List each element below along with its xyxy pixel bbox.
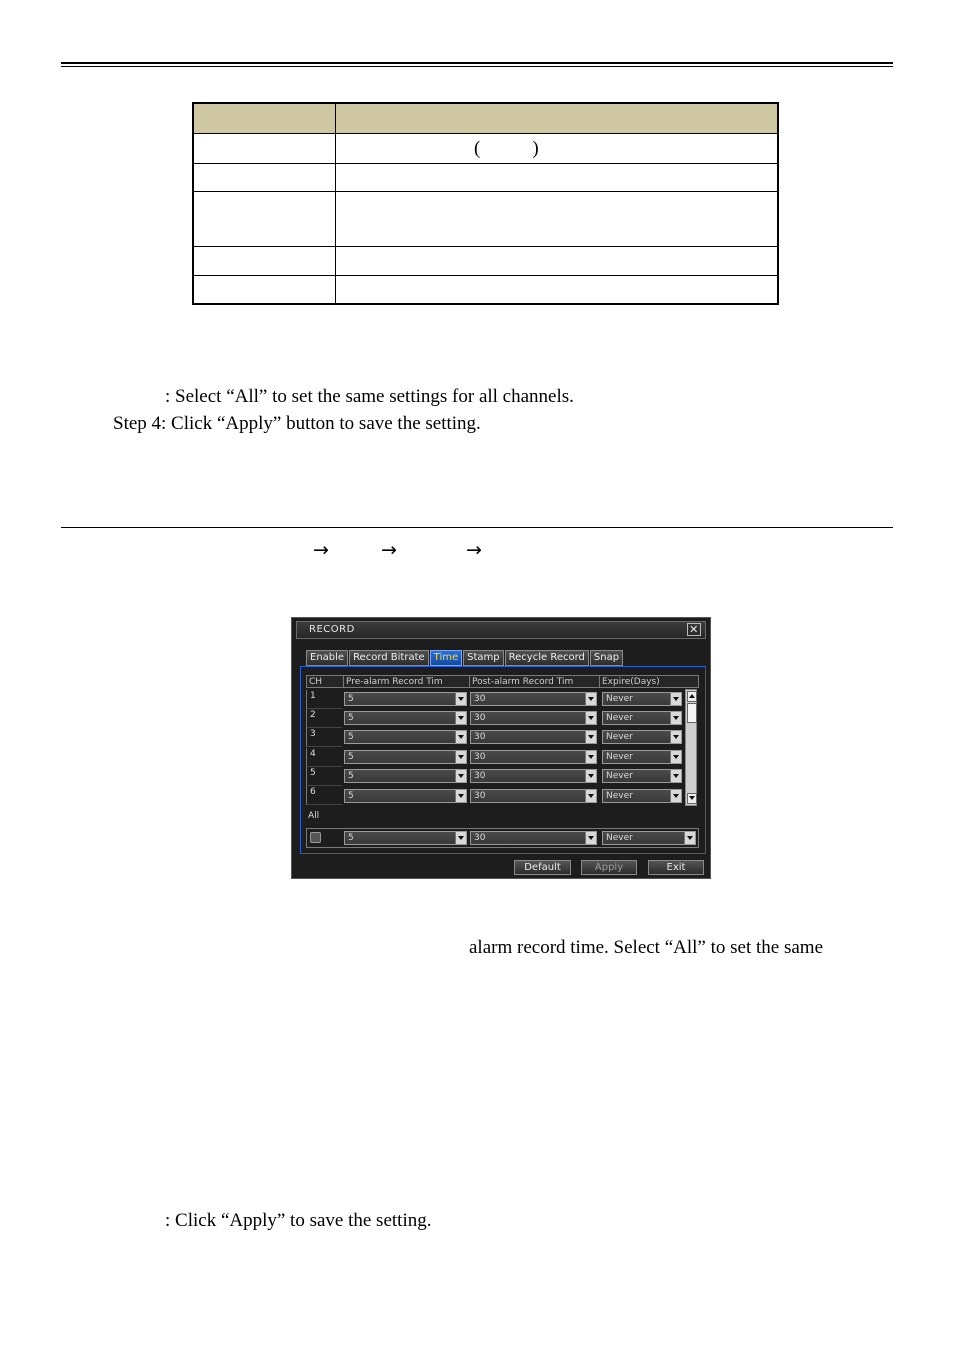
- channel-cell: 2: [306, 709, 342, 728]
- all-checkbox[interactable]: [310, 832, 321, 843]
- select-value: Never: [606, 732, 633, 742]
- section-rule: [61, 527, 893, 528]
- select-value: Never: [606, 833, 633, 843]
- pre-alarm-select[interactable]: [344, 711, 467, 725]
- select-value: 5: [348, 791, 354, 801]
- spec-table: [192, 102, 779, 305]
- chevron-down-icon: [455, 712, 466, 724]
- pre-alarm-select[interactable]: [344, 750, 467, 764]
- tab-time[interactable]: Time: [430, 650, 462, 666]
- tab-record-bitrate[interactable]: Record Bitrate: [349, 650, 429, 666]
- arrow-right-icon: →: [466, 539, 482, 561]
- all-pre-alarm-select[interactable]: [344, 831, 467, 845]
- chevron-down-icon: [455, 832, 466, 844]
- pre-alarm-select[interactable]: [344, 730, 467, 744]
- expire-select[interactable]: [602, 692, 682, 706]
- table-cell: [336, 192, 779, 247]
- chevron-down-icon: [455, 790, 466, 802]
- table-cell: [193, 192, 336, 247]
- scroll-up-icon[interactable]: [687, 691, 697, 702]
- column-header-ch: CH: [306, 675, 344, 688]
- channel-cell: 3: [306, 728, 342, 747]
- table-cell: [336, 276, 779, 305]
- table-cell: [193, 164, 336, 192]
- pre-alarm-select[interactable]: [344, 769, 467, 783]
- select-value: 5: [348, 833, 354, 843]
- expire-select[interactable]: [602, 730, 682, 744]
- note-select-all: : Select “All” to set the same settings for all channels.: [165, 386, 574, 407]
- chevron-down-icon: [585, 751, 596, 763]
- select-value: 30: [474, 833, 486, 843]
- select-value: 5: [348, 713, 354, 723]
- chevron-down-icon: [670, 790, 681, 802]
- chevron-down-icon: [585, 832, 596, 844]
- step-4-text: Step 4: Click “Apply” button to save the setting.: [113, 413, 481, 434]
- table-header-cell: [193, 103, 336, 134]
- column-header-pre-alarm: Pre-alarm Record Tim: [343, 675, 470, 688]
- table-cell: [336, 164, 779, 192]
- table-cell: [193, 134, 336, 164]
- expire-select[interactable]: [602, 769, 682, 783]
- chevron-down-icon: [585, 693, 596, 705]
- select-value: 30: [474, 791, 486, 801]
- tab-snap[interactable]: Snap: [590, 650, 623, 666]
- post-alarm-select[interactable]: [470, 692, 597, 706]
- expire-select[interactable]: [602, 750, 682, 764]
- dialog-title-bar: [296, 621, 706, 639]
- dialog-title: RECORD: [309, 624, 355, 635]
- expire-select[interactable]: [602, 711, 682, 725]
- table-cell: [336, 247, 779, 276]
- select-value: 5: [348, 694, 354, 704]
- select-value: Never: [606, 771, 633, 781]
- tab-bar: [306, 650, 623, 666]
- channel-cell: 5: [306, 767, 342, 786]
- scroll-thumb[interactable]: [687, 703, 697, 723]
- tab-enable[interactable]: Enable: [306, 650, 348, 666]
- table-header-cell: [336, 103, 779, 134]
- column-header-post-alarm: Post-alarm Record Tim: [469, 675, 600, 688]
- select-value: 30: [474, 732, 486, 742]
- channel-cell: 4: [306, 748, 342, 767]
- arrow-right-icon: →: [381, 539, 397, 561]
- chevron-down-icon: [455, 770, 466, 782]
- post-alarm-select[interactable]: [470, 711, 597, 725]
- default-button[interactable]: Default: [514, 860, 571, 875]
- paren-open: (: [474, 137, 481, 159]
- channel-cell: 1: [306, 690, 342, 709]
- select-value: 30: [474, 752, 486, 762]
- apply-button[interactable]: Apply: [581, 860, 637, 875]
- chevron-down-icon: [670, 731, 681, 743]
- paren-close: ): [532, 137, 539, 159]
- select-value: Never: [606, 713, 633, 723]
- chevron-down-icon: [670, 770, 681, 782]
- table-cell: [193, 276, 336, 305]
- column-header-expire: Expire(Days): [599, 675, 699, 688]
- chevron-down-icon: [455, 693, 466, 705]
- chevron-down-icon: [585, 731, 596, 743]
- table-cell: [336, 134, 779, 164]
- select-value: Never: [606, 752, 633, 762]
- tab-recycle-record[interactable]: Recycle Record: [505, 650, 589, 666]
- select-value: 5: [348, 732, 354, 742]
- header-double-rule: [61, 62, 893, 67]
- post-alarm-select[interactable]: [470, 750, 597, 764]
- post-alarm-select[interactable]: [470, 730, 597, 744]
- chevron-down-icon: [585, 712, 596, 724]
- select-value: 5: [348, 771, 354, 781]
- chevron-down-icon: [585, 790, 596, 802]
- select-value: Never: [606, 694, 633, 704]
- pre-alarm-select[interactable]: [344, 789, 467, 803]
- record-dialog: [291, 617, 711, 879]
- chevron-down-icon: [455, 731, 466, 743]
- all-post-alarm-select[interactable]: [470, 831, 597, 845]
- select-value: 5: [348, 752, 354, 762]
- pre-alarm-select[interactable]: [344, 692, 467, 706]
- select-value: 30: [474, 694, 486, 704]
- expire-select[interactable]: [602, 789, 682, 803]
- all-expire-select[interactable]: [602, 831, 696, 845]
- post-alarm-select[interactable]: [470, 769, 597, 783]
- chevron-down-icon: [684, 832, 695, 844]
- select-value: Never: [606, 791, 633, 801]
- close-icon[interactable]: ✕: [687, 623, 701, 636]
- note-apply: : Click “Apply” to save the setting.: [165, 1210, 432, 1231]
- all-label: All: [308, 811, 320, 821]
- scroll-down-icon[interactable]: [687, 793, 697, 804]
- post-alarm-select[interactable]: [470, 789, 597, 803]
- arrow-right-icon: →: [313, 539, 329, 561]
- table-cell: [193, 247, 336, 276]
- select-value: 30: [474, 713, 486, 723]
- select-value: 30: [474, 771, 486, 781]
- chevron-down-icon: [670, 693, 681, 705]
- table-scrollbar[interactable]: [685, 689, 697, 806]
- chevron-down-icon: [670, 712, 681, 724]
- exit-button[interactable]: Exit: [648, 860, 704, 875]
- body-text-fragment: alarm record time. Select “All” to set the same: [469, 937, 823, 958]
- channel-cell: 6: [306, 786, 342, 805]
- chevron-down-icon: [670, 751, 681, 763]
- tab-stamp[interactable]: Stamp: [463, 650, 504, 666]
- chevron-down-icon: [585, 770, 596, 782]
- chevron-down-icon: [455, 751, 466, 763]
